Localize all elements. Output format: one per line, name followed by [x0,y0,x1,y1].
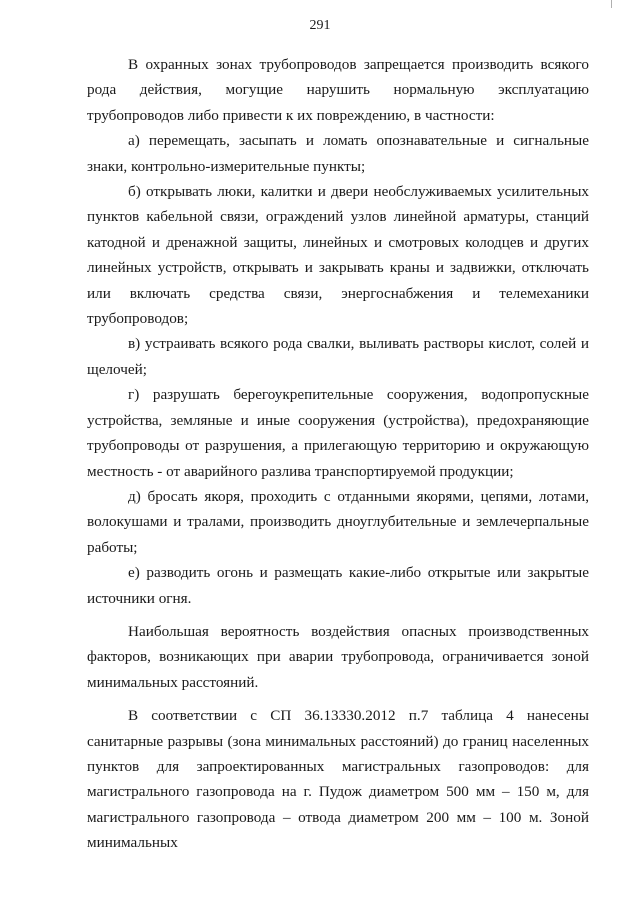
document-body [87,52,589,856]
paragraph-hazard-zone: Наибольшая вероятность воздействия опасных производственных факторов, возникающих при аварии трубопровода, ограничивается зоной минимальных расстояний. [87,622,589,691]
paragraph-item-a: а) перемещать, засыпать и ломать опознавательные и сигнальные знаки, контрольно-измерительные пункты; [87,132,589,175]
paragraph-item-g: г) разрушать берегоукрепительные сооружения, водопропускные устройства, земляные и иные сооружения (устройства), предохраняющие трубопроводы от разрушения, а прилегающую территорию и окружающую местность - от аварийного разлива транспортируемой продукции; [87,386,589,480]
paragraph-item-e: е) разводить огонь и размещать какие-либо открытые или закрытые источники огня. [87,564,589,607]
paragraph-item-b: б) открывать люки, калитки и двери необслуживаемых усилительных пунктов кабельной связи, ограждений узлов линейной арматуры, станций катодной и дренажной защиты, линейных и смотровых колодцев и других линейных устройств, открывать и закрывать краны и задвижки, отключать или включать средства связи, энергоснабжения и телемеханики трубопроводов; [87,183,589,328]
paragraph-item-v: в) устраивать всякого рода свалки, выливать растворы кислот, солей и щелочей; [87,335,589,378]
page-edge-mark [611,0,612,8]
paragraph-intro: В охранных зонах трубопроводов запрещается производить всякого рода действия, могущие нарушить нормальную эксплуатацию трубопроводов либо привести к их повреждению, в частности: [87,56,589,124]
paragraph-item-d: д) бросать якоря, проходить с отданными якорями, цепями, лотами, волокушами и тралами, производить дноуглубительные и землечерпальные работы; [87,487,589,556]
page-number: 291 [309,18,331,33]
paragraph-sanitary-gaps: В соответствии с СП 36.13330.2012 п.7 таблица 4 нанесены санитарные разрывы (зона минимальных расстояний) до границ населенных пунктов для запроектированных магистральных газопроводов: для магистрального газопровода на г. Пудож диаметром 500 мм – 150 м, для магистрального газопровода – отвода диаметром 200 мм – 100 м. Зоной минимальных [87,707,589,852]
